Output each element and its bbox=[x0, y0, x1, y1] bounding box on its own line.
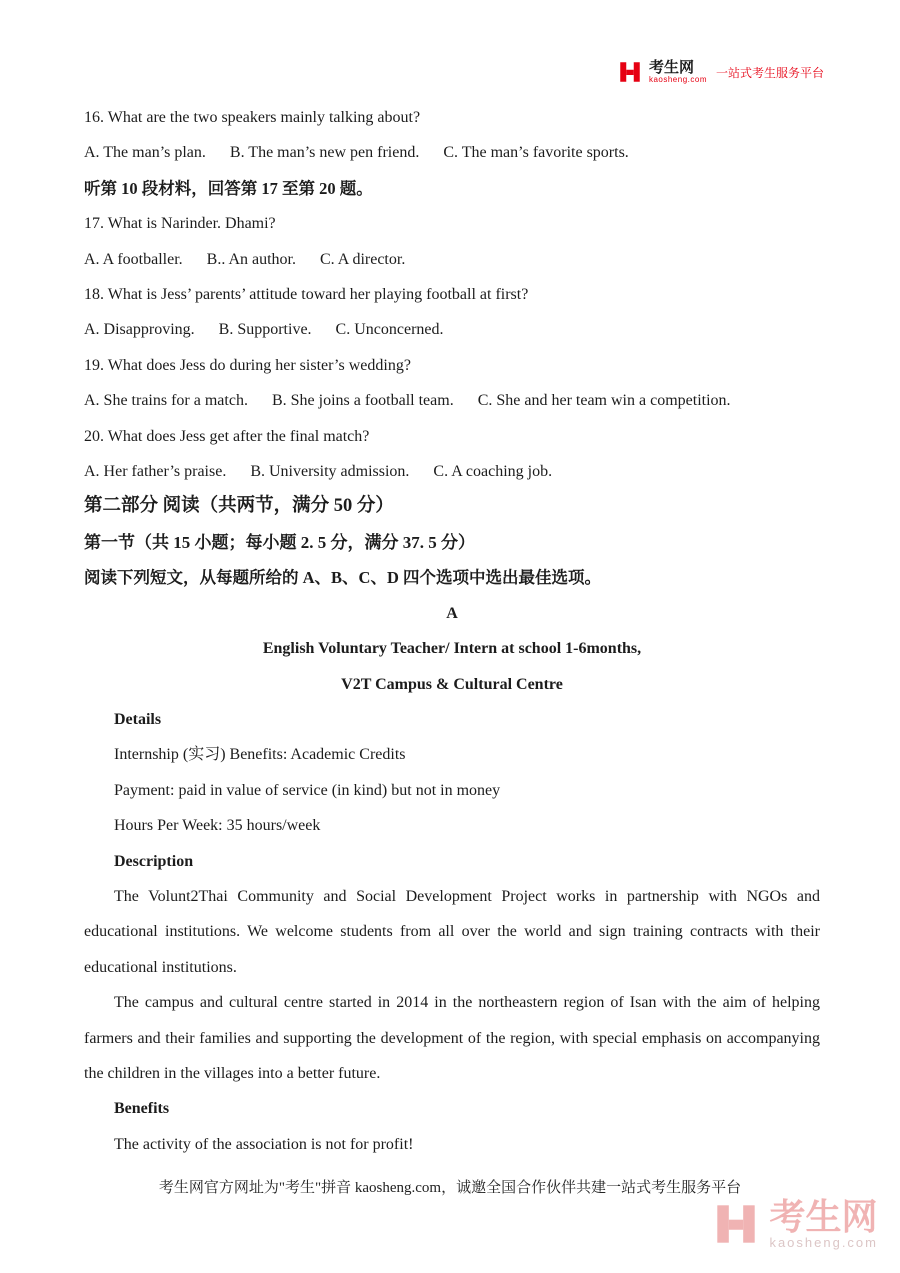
reading-instruction: 阅读下列短文，从每题所给的 A、B、C、D 四个选项中选出最佳选项。 bbox=[84, 568, 602, 588]
question-18-options: A. Disapproving. B. Supportive. C. Unconcerned. bbox=[84, 321, 444, 339]
question-19-stem: 19. What does Jess do during her sister’s wedding? bbox=[84, 356, 411, 374]
watermark-logo-icon bbox=[713, 1201, 759, 1247]
document-body bbox=[84, 100, 820, 1162]
brand-logo bbox=[618, 60, 824, 84]
brand-name: 考生网 bbox=[648, 59, 694, 76]
passage-label: A bbox=[446, 604, 458, 622]
description-heading: Description bbox=[114, 852, 194, 870]
listening-section-note: 听第 10 段材料，回答第 17 至第 20 题。 bbox=[84, 178, 373, 198]
reading-part-heading: 第二部分 阅读（共两节，满分 50 分） bbox=[84, 496, 394, 517]
benefits-heading: Benefits bbox=[114, 1100, 170, 1118]
question-19-options: A. She trains for a match. B. She joins a football team. C. She and her team win a competition. bbox=[84, 392, 731, 410]
brand-tagline: 一站式考生服务平台 bbox=[715, 65, 824, 80]
reading-section-heading: 第一节（共 15 小题；每小题 2. 5 分，满分 37. 5 分） bbox=[84, 532, 475, 552]
brand-domain: kaosheng.com bbox=[648, 74, 707, 84]
question-16-stem: 16. What are the two speakers mainly talking about? bbox=[84, 109, 421, 126]
watermark-domain: kaosheng.com bbox=[769, 1234, 878, 1250]
question-16-options: A. The man’s plan. B. The man’s new pen friend. C. The man’s favorite sports. bbox=[84, 144, 629, 162]
page-footer-note: 考生网官方网址为"考生"拼音 kaosheng.com，诚邀全国合作伙伴共建一站式考生服务平台 bbox=[158, 1180, 742, 1196]
details-line-hours: Hours Per Week: 35 hours/week bbox=[114, 817, 321, 835]
details-line-internship: Internship (实习) Benefits: Academic Credits bbox=[114, 746, 406, 764]
passage-title-line2: V2T Campus & Cultural Centre bbox=[341, 675, 563, 693]
question-20-options: A. Her father’s praise. B. University admission. C. A coaching job. bbox=[84, 463, 553, 481]
watermark-name: 考生网 bbox=[769, 1196, 878, 1237]
details-heading: Details bbox=[114, 710, 162, 728]
watermark-text-block bbox=[769, 1198, 878, 1249]
question-17-options: A. A footballer. B.. An author. C. A director. bbox=[84, 250, 406, 268]
details-line-payment: Payment: paid in value of service (in kind) but not in money bbox=[114, 781, 501, 799]
description-paragraph-1: The Volunt2Thai Community and Social Development Project works in partnership with NGOs and educational institutions. We welcome students from all over the world and sign training contracts with their educational institutions. bbox=[84, 887, 820, 976]
watermark bbox=[713, 1198, 878, 1249]
brand-text-block bbox=[649, 60, 707, 84]
question-18-stem: 18. What is Jess’ parents’ attitude toward her playing football at first? bbox=[84, 286, 529, 304]
brand-logo-icon bbox=[618, 60, 642, 84]
question-20-stem: 20. What does Jess get after the final match? bbox=[84, 427, 370, 445]
passage-title-line1: English Voluntary Teacher/ Intern at school 1-6months, bbox=[262, 640, 642, 658]
description-paragraph-2: The campus and cultural centre started in 2014 in the northeastern region of Isan with the aim of helping farmers and their families and supporting the development of the region, with special emphasis on accompanying the children in the villages into a better future. bbox=[84, 994, 820, 1082]
question-17-stem: 17. What is Narinder. Dhami? bbox=[84, 215, 276, 233]
benefits-line: The activity of the association is not for profit! bbox=[114, 1135, 414, 1153]
